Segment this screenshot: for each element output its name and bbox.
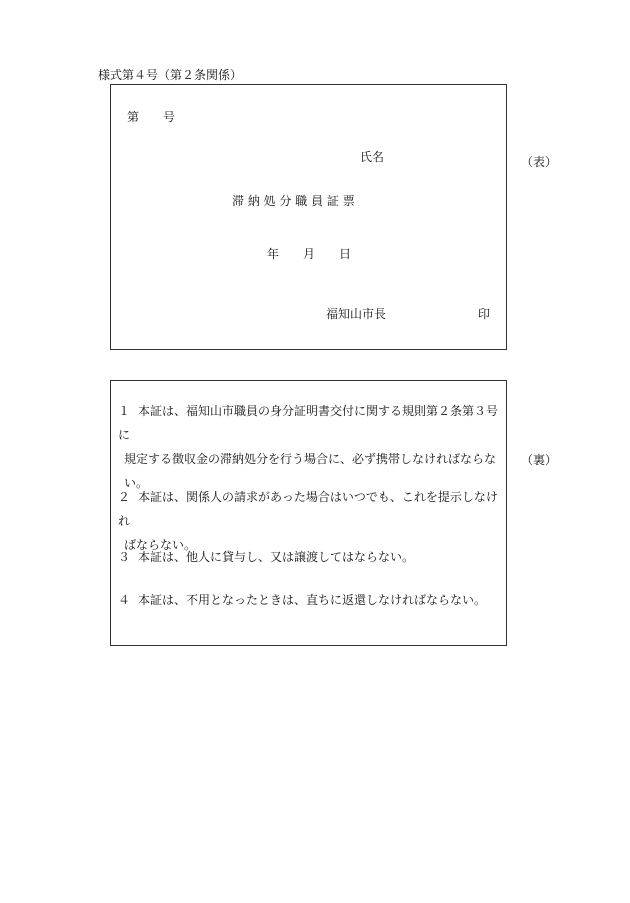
number-prefix: 第 xyxy=(127,110,140,124)
name-label: 氏名 xyxy=(360,150,385,164)
note-number: ３ xyxy=(118,550,131,564)
date-day-label: 日 xyxy=(339,247,352,261)
seal-mark: 印 xyxy=(478,307,491,321)
side-label-back: （裏） xyxy=(521,453,558,467)
form-label: 様式第４号（第２条関係） xyxy=(98,68,243,82)
note-number: ２ xyxy=(118,490,131,504)
note-number: ４ xyxy=(118,593,131,607)
note-item-3 xyxy=(118,545,500,569)
number-suffix: 号 xyxy=(163,110,176,124)
note-number: １ xyxy=(118,404,131,418)
note-text: 本証は、福知山市職員の身分証明書交付に関する規則第２条第３号に xyxy=(118,404,499,442)
issuer-mayor: 福知山市長 xyxy=(326,307,387,321)
date-month-label: 月 xyxy=(303,247,316,261)
note-text: 規定する徴収金の滞納処分を行う場合に、必ず携帯しなければならな xyxy=(124,452,497,466)
note-text: 本証は、不用となったときは、直ちに返還しなければならない。 xyxy=(138,593,487,607)
note-item-1 xyxy=(118,399,500,495)
note-item-4 xyxy=(118,588,500,612)
date-year-label: 年 xyxy=(267,247,280,261)
note-text: 本証は、関係人の請求があった場合はいつでも、これを提示しなけれ xyxy=(118,490,498,528)
card-title: 滞 納 処 分 職 員 証 票 xyxy=(232,194,355,208)
note-text: ばならない。 xyxy=(124,538,197,552)
note-text: 本証は、他人に貸与し、又は譲渡してはならない。 xyxy=(138,550,415,564)
side-label-front: （表） xyxy=(521,155,558,169)
note-text: い。 xyxy=(124,476,149,490)
